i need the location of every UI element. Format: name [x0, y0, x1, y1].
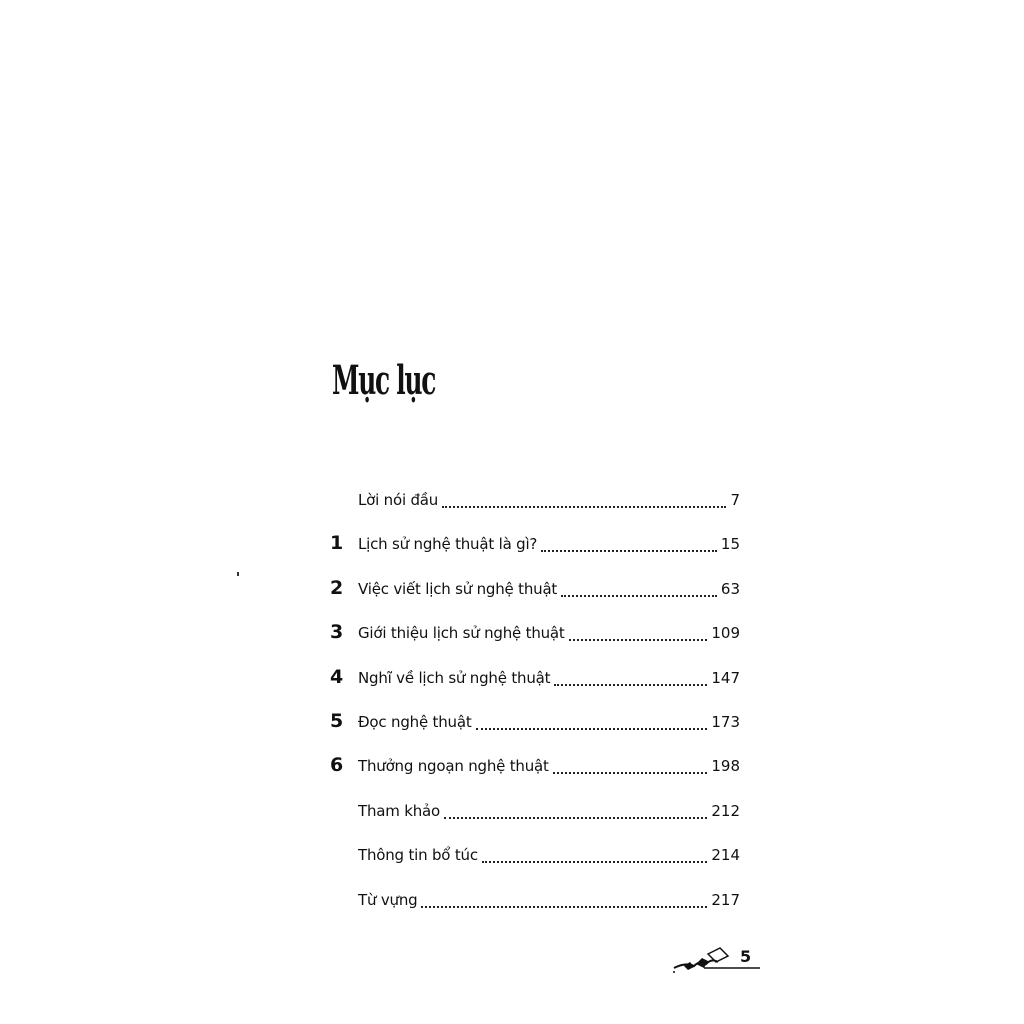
toc-entry-number: 6: [330, 754, 344, 777]
toc-entry-title: Thưởng ngoạn nghệ thuật: [358, 757, 549, 776]
toc-entry-number: 3: [330, 621, 344, 644]
toc-dot-leader: [554, 664, 707, 686]
toc-entry-title: Từ vựng: [358, 890, 418, 909]
toc-entry[interactable]: [330, 710, 740, 754]
toc-entry-title: Đọc nghệ thuật: [358, 712, 472, 731]
toc-entry-title: Lời nói đầu: [358, 491, 439, 509]
toc-dot-leader: [482, 841, 707, 863]
page-title: Mục lục: [332, 356, 436, 404]
toc-entry-page: 63: [720, 579, 740, 598]
toc-entry-title: Việc viết lịch sử nghệ thuật: [358, 579, 558, 598]
toc-entry[interactable]: [330, 888, 740, 932]
toc-entry-page: 217: [711, 890, 740, 909]
stray-mark: [237, 572, 239, 576]
toc-entry[interactable]: [330, 843, 740, 887]
toc-entry[interactable]: [330, 799, 740, 843]
toc-entry-number: 4: [330, 665, 344, 688]
toc-entry-page: 198: [711, 757, 740, 776]
toc-entry-title: Lịch sử nghệ thuật là gì?: [358, 535, 538, 554]
toc-entry[interactable]: [330, 754, 740, 798]
toc-entry-title: Thông tin bổ túc: [358, 846, 478, 865]
toc-entry-page: 214: [711, 846, 740, 865]
toc-entry[interactable]: [330, 621, 740, 665]
toc-entry-page: 173: [711, 712, 740, 731]
toc-dot-leader: [541, 530, 717, 552]
toc-dot-leader: [444, 797, 707, 819]
toc-entry-title: Nghĩ về lịch sử nghệ thuật: [358, 668, 551, 687]
toc-entry[interactable]: [330, 666, 740, 710]
toc-entry-page: 15: [720, 535, 740, 554]
toc-dot-leader: [476, 708, 708, 730]
toc-entry-title: Giới thiệu lịch sử nghệ thuật: [358, 624, 565, 643]
toc-entry-number: 5: [330, 709, 344, 732]
toc-dot-leader: [561, 575, 717, 597]
toc-entry-page: 7: [730, 491, 740, 509]
table-of-contents: [330, 488, 740, 932]
toc-entry-title: Tham khảo: [358, 801, 441, 820]
toc-entry-page: 109: [711, 624, 740, 643]
toc-entry[interactable]: [330, 532, 740, 576]
toc-entry[interactable]: [330, 577, 740, 621]
toc-dot-leader: [442, 486, 726, 508]
toc-entry-page: 212: [711, 801, 740, 820]
toc-entry-number: 2: [330, 576, 344, 599]
page-number: 5: [740, 947, 752, 966]
toc-dot-leader: [553, 752, 708, 774]
toc-dot-leader: [421, 886, 707, 908]
toc-entry-number: 1: [330, 532, 344, 555]
toc-dot-leader: [569, 619, 708, 641]
toc-entry[interactable]: [330, 488, 740, 532]
toc-entry-page: 147: [711, 668, 740, 687]
